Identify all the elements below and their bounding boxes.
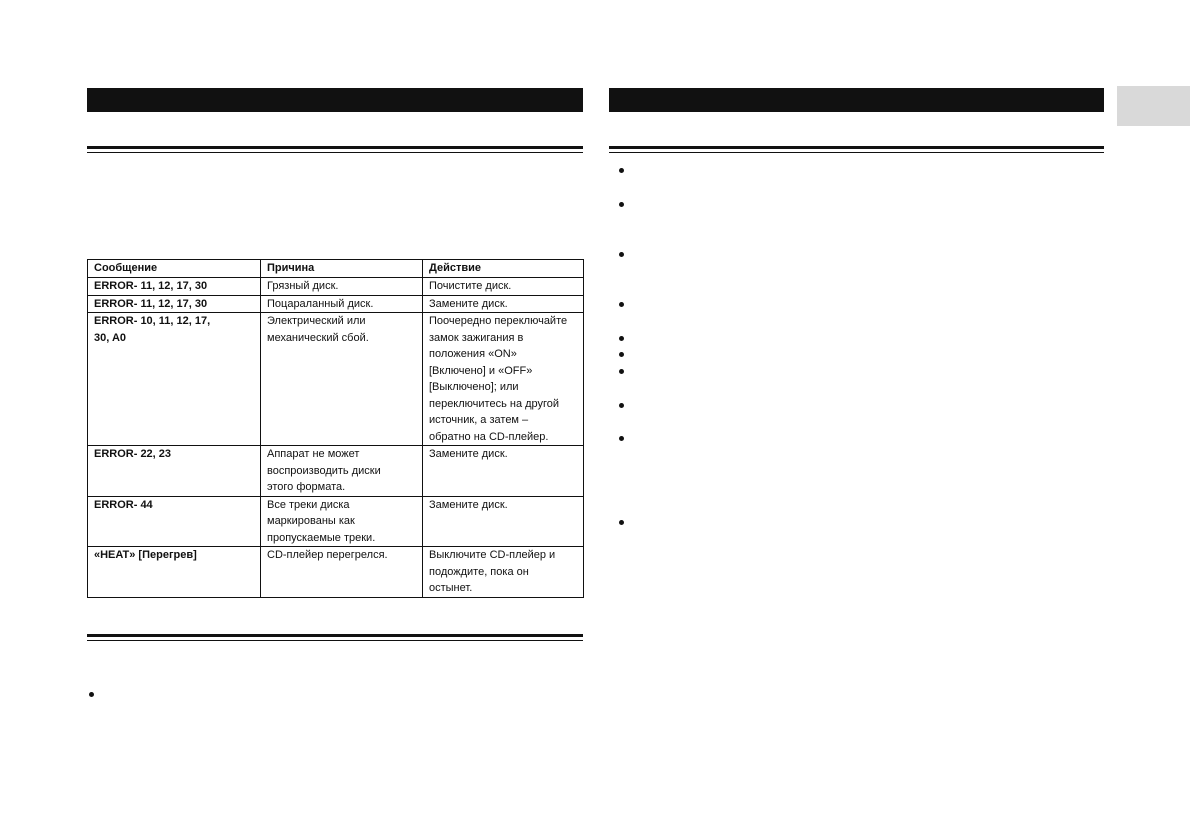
bullet-marker: [619, 352, 624, 357]
bullet-marker: [619, 202, 624, 207]
error-cause: CD-плейер перегрелся.: [267, 549, 388, 561]
error-code: ERROR- 22, 23: [94, 448, 172, 460]
bullet-marker: [619, 302, 624, 307]
bullet-marker: [619, 436, 624, 441]
bullet-marker: [619, 252, 624, 257]
error-code: ERROR- 11, 12, 17, 30: [94, 297, 208, 310]
error-code: ERROR- 11, 12, 17, 30: [94, 280, 208, 292]
error-cause: Поцараланный диск.: [267, 297, 374, 310]
table-header-row: [88, 260, 584, 278]
column-header-action: Действие: [423, 260, 584, 278]
right-section-header-bar: [609, 88, 1104, 112]
error-code: «HEAT» [Перегрев]: [94, 549, 197, 561]
error-cause: Все треки диска маркированы как пропускаемые треки.: [267, 498, 376, 544]
error-cause: Электрический или механический сбой.: [267, 315, 369, 344]
table-row: [88, 496, 584, 547]
error-code: ERROR- 44: [94, 498, 153, 511]
right-subsection-rule: [609, 146, 1104, 153]
bullet-marker: [619, 168, 624, 173]
bullet-marker: [89, 692, 94, 697]
left-subsection-rule-top: [87, 146, 583, 153]
error-action: Почистите диск.: [429, 280, 512, 292]
left-section-header-bar: [87, 88, 583, 112]
side-tab: [1117, 86, 1190, 126]
table-row: [88, 547, 584, 598]
bullet-marker: [619, 369, 624, 374]
error-action: Замените диск.: [429, 448, 508, 460]
error-messages-table: [87, 259, 584, 598]
column-header-cause: Причина: [261, 260, 423, 278]
error-code: ERROR- 10, 11, 12, 17, 30, A0: [94, 315, 211, 344]
table-row: [88, 446, 584, 497]
column-header-message: Сообщение: [88, 260, 261, 278]
bullet-marker: [619, 403, 624, 408]
table-row: [88, 278, 584, 296]
error-cause: Грязный диск.: [267, 280, 339, 292]
error-action: Замените диск.: [429, 498, 508, 511]
error-action: Замените диск.: [429, 297, 508, 310]
bullet-marker: [619, 520, 624, 525]
error-action: Выключите CD-плейер и подождите, пока он остынет.: [429, 549, 556, 594]
table-row: [88, 313, 584, 446]
error-cause: Аппарат не может воспроизводить диски этого формата.: [267, 448, 381, 493]
error-action: Поочередно переключайте замок зажигания в положения «ON» [Включено] и «OFF» [Выключено]; или переключитесь на другой источник, а затем – обратно на CD-плейер.: [429, 315, 568, 443]
table-row: [88, 295, 584, 313]
left-subsection-rule-bottom: [87, 634, 583, 641]
bullet-marker: [619, 336, 624, 341]
